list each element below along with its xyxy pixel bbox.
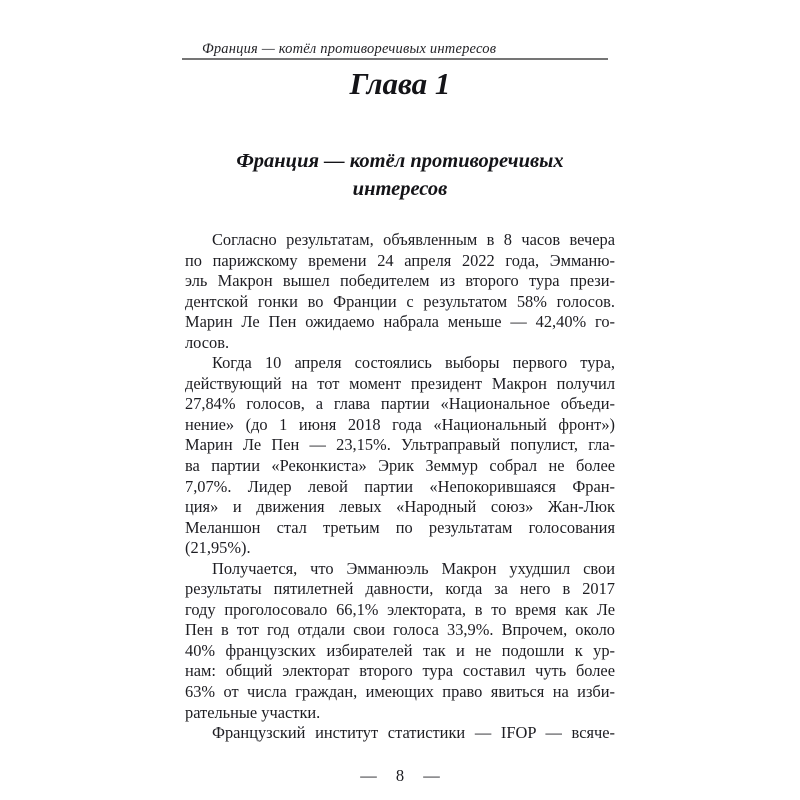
paragraph: [185, 353, 615, 558]
body-line: 40% французских избирателей так и не подошли к ур-: [185, 640, 615, 660]
body-line: Согласно результатам, объявленным в 8 часов вечера: [212, 230, 615, 249]
page-number: — 8 —: [360, 766, 440, 785]
body-line: 27,84% голосов, а глава партии «Национальное объеди-: [185, 394, 615, 414]
section-title: [185, 147, 615, 203]
body-line: результаты пятилетней давности, когда за него в 2017: [185, 579, 615, 599]
section-title-line: Франция — котёл противоречивых: [236, 150, 564, 172]
body-line: (21,95%).: [185, 538, 251, 558]
running-head-rule: [182, 58, 608, 60]
body-line: эль Макрон вышел победителем из второго тура прези-: [185, 271, 615, 291]
body-line: рательные участки.: [185, 702, 321, 722]
body-text: [185, 230, 615, 744]
body-line: Пен в тот год отдали свои голоса 33,9%. Впрочем, около: [185, 620, 615, 640]
body-line: Когда 10 апреля состоялись выборы первого тура,: [212, 353, 615, 373]
body-line: нение» (до 1 июня 2018 года «Национальный фронт»): [185, 414, 615, 434]
body-line: 7,07%. Лидер левой партии «Непокорившаяся Фран-: [185, 476, 615, 496]
text-column: [185, 0, 615, 800]
body-line: по парижскому времени 24 апреля 2022 года, Эмманю-: [185, 250, 615, 270]
body-line: дентской гонки во Франции с результатом 58% голосов.: [185, 291, 615, 311]
body-line: ция» и движения левых «Народный союз» Жан-Люк: [185, 497, 615, 517]
paragraph: [185, 230, 615, 353]
chapter-heading: Глава 1: [349, 66, 451, 101]
paragraph: [185, 723, 615, 744]
paragraph: [185, 559, 615, 723]
body-line: лосов.: [185, 332, 230, 352]
running-head: Франция — котёл противоречивых интересов: [202, 41, 497, 57]
body-line: нам: общий электорат второго тура составил чуть более: [185, 661, 615, 681]
body-line: ва партии «Реконкиста» Эрик Земмур собрал не более: [185, 456, 615, 476]
body-line: действующий на тот момент президент Макрон получил: [185, 373, 615, 393]
body-line: Меланшон стал третьим по результатам голосования: [185, 517, 615, 537]
body-line: Марин Ле Пен ожидаемо набрала меньше — 42,40% го-: [185, 312, 615, 332]
body-line: Марин Ле Пен — 23,15%. Ультраправый популист, гла-: [185, 435, 615, 455]
body-line: 63% от числа граждан, имеющих право явиться на изби-: [185, 682, 615, 702]
section-title-line: интересов: [352, 178, 448, 200]
body-line: Получается, что Эмманюэль Макрон ухудшил свои: [212, 558, 615, 578]
body-line: Французский институт статистики — IFOP — всяче-: [212, 723, 615, 743]
body-line: году проголосовало 66,1% электората, в то время как Ле: [185, 599, 615, 619]
